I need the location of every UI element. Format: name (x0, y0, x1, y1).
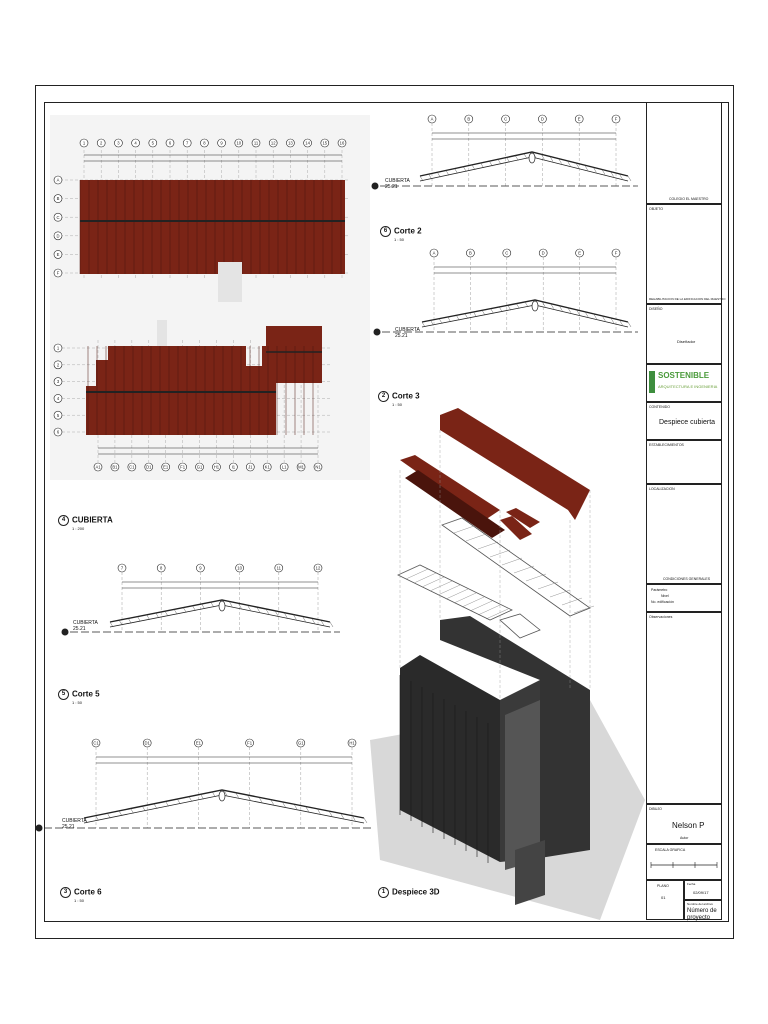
grid-axis-F1-label: F1 (180, 464, 186, 470)
grid-axis-L1-label: L1 (281, 464, 287, 470)
frame-member (562, 598, 582, 605)
truss-web (189, 797, 192, 802)
frame-member (550, 590, 570, 597)
tb-content: CONTENIDO Despiece cubierta (646, 402, 722, 440)
grid-axis-14-label: 14 (305, 140, 310, 146)
grid-axis-H1-label: H1 (213, 464, 220, 470)
truss-web (183, 608, 186, 613)
truss-web (174, 609, 177, 614)
roof-slope-top (422, 300, 628, 322)
truss-web (420, 176, 423, 181)
axis-A-label: A (430, 116, 434, 122)
logo-leaf-icon (649, 371, 655, 393)
frame-member (486, 609, 508, 619)
frame-member (446, 589, 468, 599)
frame-member (406, 569, 428, 579)
stair-core (218, 262, 242, 302)
level-marker-section-6: CUBIERTA 25.21 (62, 818, 87, 830)
level-marker-icon (62, 629, 69, 636)
axis-C1-label: C1 (93, 740, 99, 746)
vent-element (157, 320, 167, 346)
grid-axis-K1-label: K1 (264, 464, 270, 470)
truss-web (177, 799, 180, 804)
frame-member (574, 606, 594, 613)
axis-E-label: E (577, 116, 581, 122)
frame-member (438, 585, 460, 595)
truss-web (202, 604, 205, 609)
truss-web (165, 611, 168, 616)
truss-web (154, 804, 157, 809)
frame-member (454, 526, 474, 533)
truss-web (516, 304, 519, 309)
grid-axis-2-label: 2 (56, 362, 60, 368)
truss-web (448, 317, 451, 322)
truss-web (330, 622, 333, 627)
ridge-beam (532, 301, 538, 311)
truss-web (119, 811, 122, 816)
truss-web (491, 309, 494, 314)
truss-web (166, 801, 169, 806)
truss-web (431, 320, 434, 325)
tb-sheet: PLANO 01 (646, 880, 684, 920)
tb-observations: Observaciones (646, 612, 722, 804)
truss-web (422, 322, 425, 327)
frame-member (442, 518, 462, 525)
level-marker-section-2: CUBIERTA 25.21 (385, 178, 410, 190)
roof-frame-small (500, 614, 540, 638)
grid-axis-13-label: 13 (288, 140, 293, 146)
axis-E-label: E (578, 250, 581, 256)
grid-axis-M1-label: M1 (298, 464, 304, 470)
truss-web (525, 302, 528, 307)
grid-axis-I1-label: I1 (231, 464, 236, 470)
frame-member (478, 605, 500, 615)
frame-member (514, 566, 534, 573)
axis-C-label: C (504, 116, 508, 122)
level-marker-icon (372, 183, 379, 190)
truss-web (437, 172, 440, 177)
grid-axis-J1-label: J1 (248, 464, 253, 470)
tb-design: DISEÑO Diseñador (646, 304, 722, 364)
axis-C-label: C (505, 250, 509, 256)
frame-member (478, 542, 498, 549)
tb-logo: SOSTENIBLE ARQUITECTURA E INGENIERIA (646, 364, 722, 402)
ridge-beam (529, 153, 535, 163)
truss-web (499, 307, 502, 312)
frame-member (466, 534, 486, 541)
axis-D1-label: D1 (144, 740, 150, 746)
truss-web (364, 818, 367, 823)
truss-web (481, 163, 484, 168)
truss-web (131, 809, 134, 814)
tb-location: LOCALIZACION CONDICIONES GENERALES (646, 484, 722, 584)
truss-web (482, 310, 485, 315)
grid-axis-B1-label: B1 (112, 464, 118, 470)
tb-scale: ESCALA GRAFICA (646, 844, 722, 880)
grid-axis-E-label: E (56, 252, 60, 257)
section-5-drawing (62, 564, 341, 636)
grid-axis-E1-label: E1 (163, 464, 169, 470)
axis-8-label: 8 (160, 565, 163, 571)
ramp (515, 840, 545, 905)
truss-web (128, 618, 131, 623)
roof-sheet-left (400, 455, 500, 520)
grid-axis-15-label: 15 (322, 140, 328, 146)
frame-member (538, 582, 558, 589)
truss-web (119, 620, 122, 625)
grid-axis-C1-label: C1 (129, 464, 135, 470)
tb-subject: OBJETO REHABILITACION DE LA EDIFICACION DEL MAESTRO (646, 204, 722, 304)
grid-axis-6-label: 6 (56, 429, 60, 435)
grid-axis-F-label: F (56, 270, 60, 276)
frame-member (462, 597, 484, 607)
truss-web (524, 154, 527, 159)
truss-web (508, 305, 511, 310)
level-marker-icon (36, 825, 43, 832)
view-title-explode-3d: 1 Despiece 3D (378, 887, 440, 898)
truss-web (156, 613, 159, 618)
frame-member (470, 601, 492, 611)
frame-member (454, 593, 476, 603)
axis-H1-label: H1 (349, 740, 355, 746)
view-title-section-2: 6 Corte 2 1 : 50 (380, 226, 422, 242)
grid-axis-4-label: 4 (134, 140, 137, 146)
grid-axis-3-label: 3 (117, 140, 120, 146)
level-marker-icon (374, 329, 381, 336)
grid-axis-12-label: 12 (270, 140, 276, 146)
axis-G1-label: G1 (298, 740, 304, 746)
grid-axis-6-label: 6 (168, 140, 172, 146)
truss-web (474, 312, 477, 317)
section-2-drawing (372, 115, 639, 190)
tb-project-number: Nombre del archivo Número de proyecto (684, 900, 722, 920)
grid-axis-16-label: 16 (339, 140, 345, 146)
grid-axis-11-label: 11 (253, 140, 259, 146)
grid-axis-1-label: 1 (56, 345, 60, 351)
truss-web (147, 615, 150, 620)
grid-axis-A-label: A (56, 177, 60, 183)
truss-web (455, 169, 458, 174)
axis-B-label: B (467, 116, 471, 122)
grid-axis-D-label: D (56, 233, 60, 239)
grid-axis-5-label: 5 (151, 140, 154, 146)
grid-axis-B-label: B (56, 196, 60, 202)
truss-web (138, 617, 141, 622)
roof-panel-annex (266, 326, 322, 382)
grid-axis-A1-label: A1 (95, 464, 101, 470)
truss-web (498, 159, 501, 164)
truss-web (515, 156, 518, 161)
truss-web (107, 813, 110, 818)
grid-axis-9-label: 9 (220, 140, 223, 146)
frame-member (414, 573, 436, 583)
grid-axis-3-label: 3 (56, 379, 60, 385)
truss-web (465, 314, 468, 319)
axis-11-label: 11 (276, 565, 281, 571)
axis-D-label: D (541, 250, 545, 256)
truss-web (439, 319, 442, 324)
axis-F1-label: F1 (247, 740, 253, 746)
axis-B-label: B (469, 250, 472, 256)
frame-member (430, 581, 452, 591)
axis-D-label: D (540, 116, 544, 122)
axis-F-label: F (614, 116, 618, 122)
axis-E1-label: E1 (195, 740, 201, 746)
truss-web (628, 176, 631, 181)
ridge-beam (219, 601, 225, 611)
grid-axis-7-label: 7 (186, 140, 189, 146)
axis-7-label: 7 (120, 565, 124, 571)
grid-axis-4-label: 4 (56, 396, 60, 401)
ridge-beam (219, 791, 225, 801)
truss-web (489, 161, 492, 166)
view-title-section-5: 5 Corte 5 1 : 50 (58, 689, 100, 705)
truss-web (463, 167, 466, 172)
grid-axis-10-label: 10 (236, 140, 242, 146)
level-marker-section-3: CUBIERTA 25.21 (395, 327, 420, 339)
grid-axis-8-label: 8 (203, 140, 206, 146)
axis-12-label: 12 (315, 565, 321, 571)
section-3-drawing (374, 249, 639, 336)
grid-axis-2-label: 2 (100, 140, 103, 146)
truss-web (446, 170, 449, 175)
truss-web (201, 794, 204, 799)
tb-notes: ESTABLECIMIENTOS (646, 440, 722, 484)
graphic-scale-bar (647, 857, 721, 877)
truss-web (456, 315, 459, 320)
axis-9-label: 9 (199, 565, 202, 571)
view-title-section-3: 2 Corte 3 1 : 50 (378, 391, 420, 407)
roof-frame-lower (398, 565, 512, 620)
tb-author: DIBUJO Nelson P Autor (646, 804, 722, 844)
frame-member (526, 574, 546, 581)
frame-member (502, 558, 522, 565)
axis-10-label: 10 (237, 565, 242, 571)
roof-slope-top (420, 152, 628, 176)
axis-A-label: A (432, 250, 436, 256)
frame-member (398, 565, 420, 575)
grid-axis-1-label: 1 (82, 140, 86, 146)
explode-3d-drawing (370, 408, 645, 920)
tb-date: Fecha 02/09/17 (684, 880, 722, 900)
grid-axis-5-label: 5 (56, 412, 60, 418)
view-title-section-6: 3 Corte 6 1 : 50 (60, 887, 102, 903)
grid-axis-G1-label: G1 (196, 464, 203, 470)
grid-axis-C-label: C (56, 214, 60, 220)
tb-conditions: Parámetro Nivel No. edificación (646, 584, 722, 612)
truss-web (211, 602, 214, 607)
title-block (646, 102, 726, 921)
truss-web (628, 322, 631, 327)
grid-axis-N1-label: N1 (315, 464, 321, 470)
frame-member (422, 577, 444, 587)
level-marker-section-5: CUBIERTA 25.21 (73, 620, 98, 632)
truss-web (142, 806, 145, 811)
grid-axis-D1-label: D1 (146, 464, 152, 470)
tb-institution: COLEGIO EL MAESTRO (646, 102, 722, 204)
view-title-roof-plan: 4 CUBIERTA 1 : 200 (58, 515, 113, 531)
truss-web (110, 622, 113, 627)
truss-web (472, 165, 475, 170)
truss-web (507, 157, 510, 162)
axis-F-label: F (614, 250, 618, 256)
truss-web (212, 792, 215, 797)
truss-web (429, 174, 432, 179)
truss-web (193, 606, 196, 611)
